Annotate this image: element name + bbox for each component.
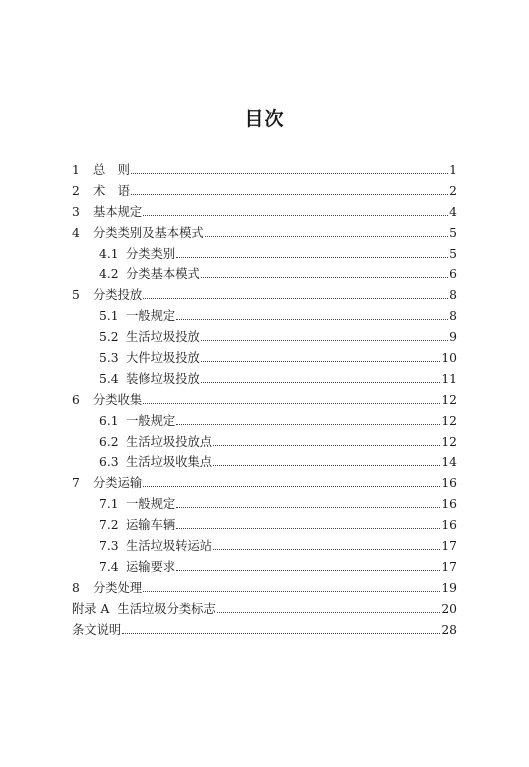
toc-entry-label: 分类运输 — [93, 476, 143, 491]
toc-entry — [72, 473, 457, 494]
toc-entry-label: 基本规定 — [93, 204, 143, 219]
toc-entry-number: 1 — [72, 163, 80, 177]
toc-entry-page-number: 14 — [441, 455, 457, 470]
toc-entry — [72, 244, 457, 265]
toc-entry-label: 分类类别及基本模式 — [93, 225, 204, 240]
toc-entry-page-number: 12 — [441, 392, 457, 407]
toc-entry-number: 6.1 — [99, 413, 119, 428]
toc-entry-number: 7.4 — [99, 559, 119, 574]
toc-entry-label: 分类处理 — [93, 580, 143, 595]
toc-entry-page-number: 20 — [441, 601, 457, 616]
toc-entry-label: 分类投放 — [93, 288, 143, 303]
toc-entry — [72, 285, 457, 306]
toc-entry-page-number: 12 — [441, 434, 457, 449]
toc-entry-label: 运输车辆 — [126, 518, 176, 533]
toc-entry — [72, 620, 457, 641]
toc-entry — [72, 390, 457, 411]
toc-dot-leader — [201, 352, 441, 362]
toc-entry-page-number: 8 — [449, 309, 457, 324]
toc-entry — [72, 327, 457, 348]
toc-dot-leader — [143, 477, 440, 487]
toc-entry-page-number: 16 — [441, 518, 457, 533]
toc-entry-label: 生活垃圾投放 — [126, 330, 200, 345]
toc-entry-label: 分类基本模式 — [126, 267, 200, 282]
toc-dot-leader — [143, 394, 440, 404]
toc-dot-leader — [201, 331, 448, 341]
toc-entry-number: 7.1 — [99, 497, 119, 512]
table-of-contents — [72, 160, 457, 640]
toc-entry — [72, 348, 457, 369]
toc-entry — [72, 536, 457, 557]
toc-entry — [72, 452, 457, 473]
toc-dot-leader — [176, 415, 440, 425]
toc-dot-leader — [131, 185, 448, 195]
toc-dot-leader — [213, 540, 440, 550]
toc-entry-label: 生活垃圾收集点 — [126, 455, 213, 470]
toc-entry — [72, 369, 457, 390]
toc-entry-page-number: 17 — [441, 559, 457, 574]
toc-entry-number: 7 — [72, 476, 80, 491]
toc-dot-leader — [176, 519, 440, 529]
toc-entry — [72, 181, 457, 202]
toc-entry-number: 2 — [72, 183, 80, 198]
toc-entry-number: 6 — [72, 392, 80, 407]
toc-entry-label: 大件垃圾投放 — [126, 351, 200, 366]
toc-entry — [72, 264, 457, 285]
toc-dot-leader — [217, 603, 441, 613]
toc-entry-page-number: 19 — [441, 580, 457, 595]
toc-entry-label: 生活垃圾分类标志 — [117, 601, 216, 616]
toc-dot-leader — [143, 582, 440, 592]
toc-dot-leader — [176, 310, 448, 320]
toc-dot-leader — [143, 289, 448, 299]
toc-entry-label: 总 则 — [93, 163, 130, 177]
toc-dot-leader — [213, 436, 440, 446]
page-title: 目次 — [244, 108, 285, 130]
toc-entry-label: 生活垃圾转运站 — [126, 539, 213, 554]
toc-entry — [72, 494, 457, 515]
toc-entry-label: 生活垃圾投放点 — [126, 434, 213, 449]
toc-dot-leader — [213, 456, 440, 466]
toc-entry-page-number: 5 — [449, 225, 457, 240]
toc-entry-number: 附录 A — [72, 601, 110, 616]
toc-entry-label: 分类类别 — [126, 246, 176, 261]
toc-entry-number: 4.2 — [99, 267, 119, 282]
toc-entry-label: 术 语 — [93, 183, 130, 198]
toc-entry-page-number: 16 — [441, 497, 457, 512]
toc-entry-number: 4 — [72, 225, 80, 240]
toc-entry-number: 5.4 — [99, 371, 119, 386]
toc-dot-leader — [131, 164, 448, 174]
toc-entry — [72, 411, 457, 432]
toc-entry-page-number: 9 — [449, 330, 457, 345]
toc-entry-number: 6.3 — [99, 455, 119, 470]
toc-dot-leader — [176, 498, 440, 508]
toc-entry — [72, 306, 457, 327]
toc-dot-leader — [122, 624, 440, 634]
toc-entry-label: 一般规定 — [126, 309, 176, 324]
toc-entry — [72, 202, 457, 223]
toc-entry-number: 5.2 — [99, 330, 119, 345]
toc-dot-leader — [176, 561, 440, 571]
toc-entry-number: 6.2 — [99, 434, 119, 449]
toc-entry — [72, 432, 457, 453]
toc-entry-label: 一般规定 — [126, 497, 176, 512]
toc-entry-number: 4.1 — [99, 246, 119, 261]
toc-entry-number: 3 — [72, 204, 80, 219]
toc-entry-page-number: 16 — [441, 476, 457, 491]
toc-entry-page-number: 12 — [441, 413, 457, 428]
toc-entry-number: 8 — [72, 580, 80, 595]
toc-entry-label: 运输要求 — [126, 559, 176, 574]
toc-entry — [72, 223, 457, 244]
toc-entry-page-number: 6 — [449, 267, 457, 282]
toc-entry — [72, 557, 457, 578]
toc-entry-number: 5 — [72, 288, 80, 303]
toc-entry-page-number: 10 — [441, 351, 457, 366]
toc-entry-page-number: 11 — [441, 371, 457, 386]
toc-entry-page-number: 2 — [449, 183, 457, 198]
toc-dot-leader — [143, 206, 448, 216]
toc-dot-leader — [205, 227, 448, 237]
toc-entry-page-number: 17 — [441, 539, 457, 554]
toc-entry-label: 分类收集 — [93, 392, 143, 407]
toc-entry — [72, 578, 457, 599]
toc-dot-leader — [176, 248, 448, 258]
toc-entry-label: 一般规定 — [126, 413, 176, 428]
toc-entry-page-number: 8 — [449, 288, 457, 303]
toc-entry-page-number: 28 — [441, 622, 457, 637]
toc-entry-number: 5.1 — [99, 309, 119, 324]
toc-entry — [72, 160, 457, 181]
toc-dot-leader — [201, 373, 441, 383]
toc-entry-page-number: 4 — [449, 204, 457, 219]
toc-entry — [72, 599, 457, 620]
toc-entry — [72, 515, 457, 536]
toc-entry-number: 5.3 — [99, 351, 119, 366]
toc-dot-leader — [201, 268, 448, 278]
toc-entry-number: 7.2 — [99, 518, 119, 533]
toc-entry-page-number: 1 — [449, 163, 457, 177]
toc-entry-number: 7.3 — [99, 539, 119, 554]
toc-entry-label: 装修垃圾投放 — [126, 371, 200, 386]
toc-entry-page-number: 5 — [449, 246, 457, 261]
toc-entry-label: 条文说明 — [72, 622, 122, 637]
